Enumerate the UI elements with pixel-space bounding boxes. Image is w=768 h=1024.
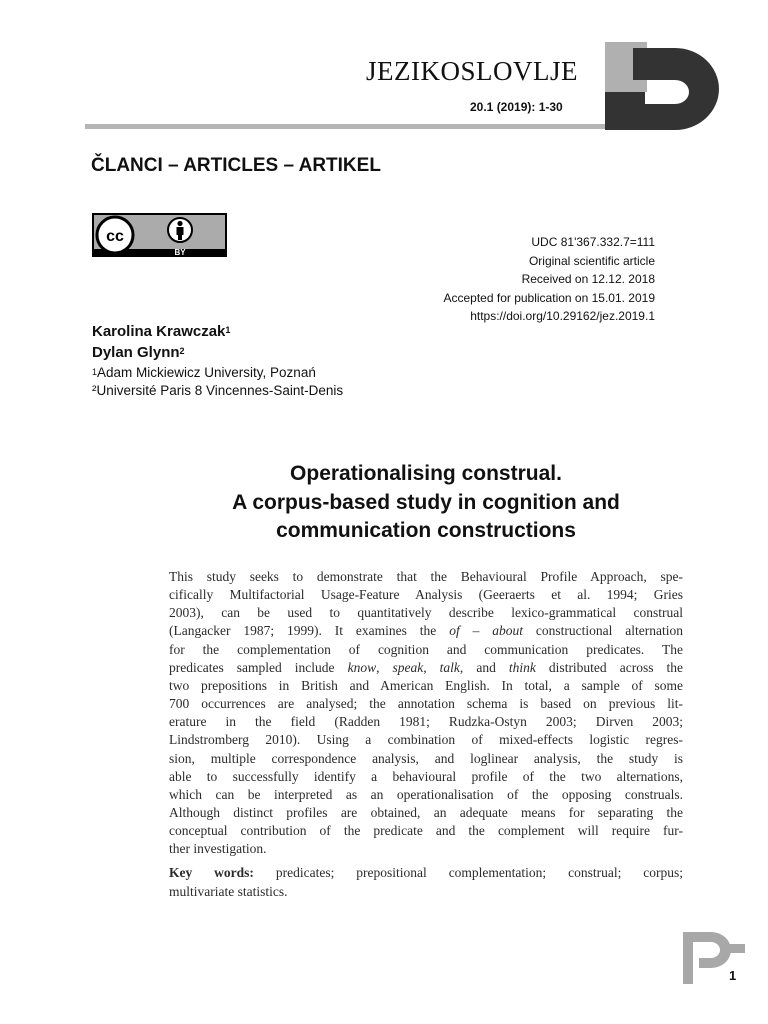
affiliations (92, 364, 343, 400)
cc-by-license-badge[interactable] (92, 213, 227, 257)
affiliation: $^1$Adam Mickiewicz University, Poznań (92, 365, 316, 380)
abstract-line: conceptual contribution of the predicate and the complement will require fur- (169, 823, 683, 839)
abstract-line: ther investigation. (169, 841, 267, 857)
abstract-line: Although distinct profiles are obtained, an adequate means for separating the (169, 805, 683, 821)
keywords-line: multivariate statistics. (169, 883, 288, 899)
article-meta (444, 233, 656, 326)
abstract-line: predicates sampled include know, speak, talk, and think distributed across the (169, 659, 683, 675)
svg-text:cc: cc (106, 228, 124, 245)
abstract-line: two prepositions in British and American English. In total, a sample of some (169, 677, 683, 693)
abstract-line: This study seeks to demonstrate that the Behavioural Profile Approach, spe- (169, 569, 683, 584)
title-line: A corpus-based study in cognition and (232, 490, 620, 514)
title-line: communication constructions (276, 519, 576, 542)
abstract-line: (Langacker 1987; 1999). It examines the of – about constructional alternation (169, 623, 683, 639)
udc: UDC 81'367.332.7=111 (531, 235, 655, 249)
author (92, 342, 230, 363)
keywords-line: Key words: predicates; prepositional complementation; construal; corpus; (169, 865, 684, 880)
doi-link[interactable]: https://doi.org/10.29162/jez.2019.1 (470, 309, 655, 323)
by-label: BY (174, 248, 186, 257)
abstract-line: able to successfully identify a behavioural profile of the two alternations, (169, 768, 683, 784)
paper-title (90, 460, 762, 546)
abstract-line: cifically Multifactorial Usage-Feature Analysis (Geeraerts et al. 1994; Gries (169, 587, 683, 603)
header-rule (85, 124, 605, 129)
journal-issue: 20.1 (2019): 1-30 (470, 100, 563, 114)
title-line: Operationalising construal. (290, 462, 562, 485)
abstract-line: 700 occurrences are analysed; the annotation schema is based on previous lit- (169, 696, 683, 712)
author-footnote-mark: 1 (225, 325, 231, 335)
abstract-line: 2003), can be used to quantitatively describe lexico-grammatical construal (169, 605, 683, 621)
author-name: Karolina Krawczak (92, 323, 226, 340)
author (92, 321, 230, 342)
abstract-line: which can be interpreted as an operationalisation of the opposing construals. (169, 786, 683, 802)
abstract-line: for the complementation of cognition and communication predicates. The (169, 641, 683, 657)
accepted-date: Accepted for publication on 15.01. 2019 (443, 290, 655, 305)
journal-title: JEZIKOSLOVLJE (366, 56, 578, 86)
author-footnote-mark: 2 (179, 346, 185, 356)
article-type: Original scientific article (528, 253, 655, 268)
abstract-line: sion, multiple correspondence analysis, and loglinear analysis, the study is (169, 750, 683, 766)
section-heading: ČLANCI – ARTICLES – ARTIKEL (91, 155, 381, 176)
received-date: Received on 12.12. 2018 (521, 272, 655, 286)
journal-logo-icon (605, 42, 731, 130)
abstract-line: Lindstromberg 2010). Using a combination of mixed-effects logistic regres- (169, 732, 683, 748)
keywords (169, 864, 683, 901)
abstract (169, 568, 683, 859)
page-number: 1 (729, 968, 737, 983)
abstract-line: erature in the field (Radden 1981; Rudzka-Ostyn 2003; Dirven 2003; (169, 714, 683, 730)
authors (92, 321, 230, 363)
keywords-label: Key words: (169, 865, 254, 880)
affiliation: ²Université Paris 8 Vincennes-Saint-Denis (92, 383, 344, 398)
author-name: Dylan Glynn (92, 344, 180, 361)
